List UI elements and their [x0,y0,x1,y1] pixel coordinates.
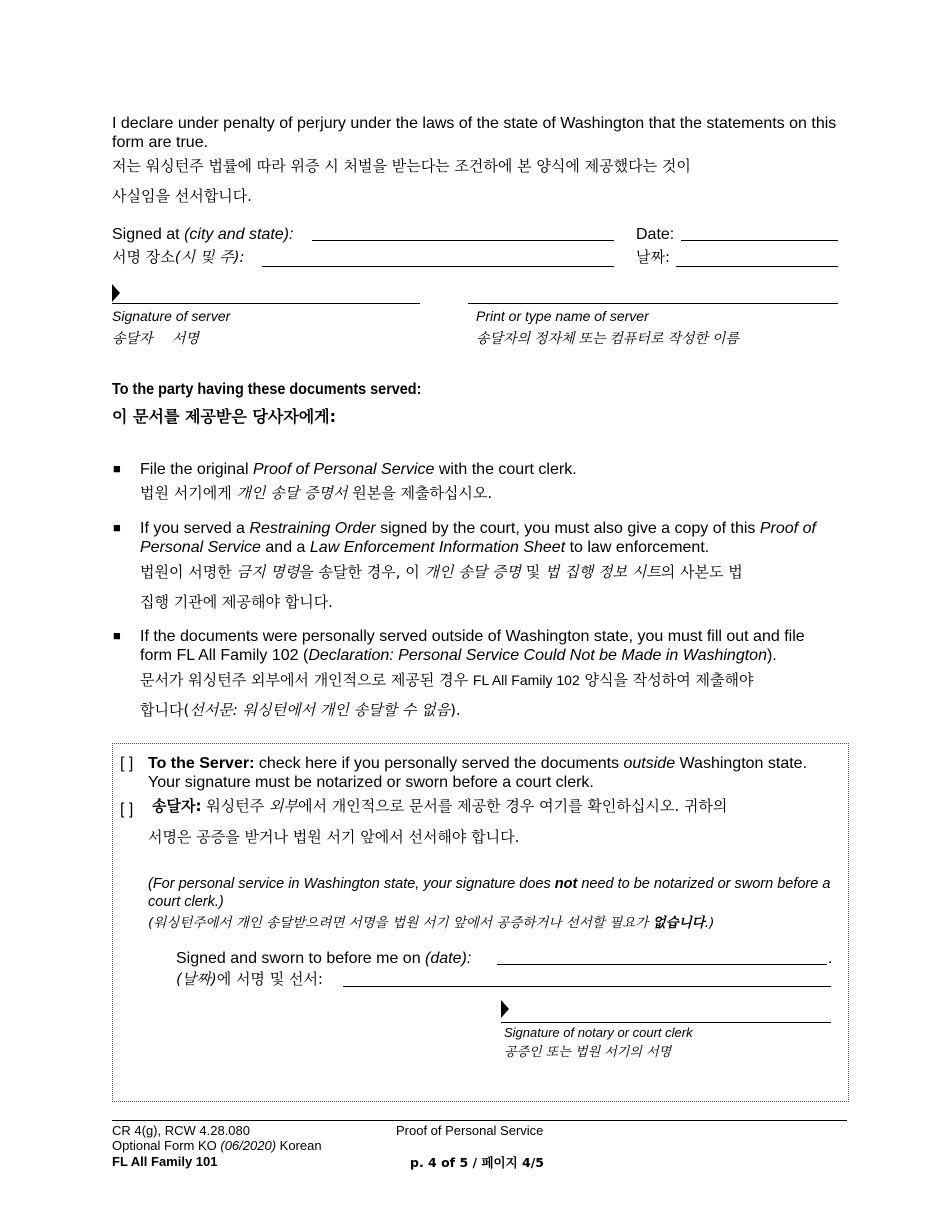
bullet-icon: ■ [113,520,121,535]
notary-signature-line[interactable] [501,1022,831,1023]
sworn-label: Signed and sworn to before me on (date): [176,950,472,967]
bullet-1-en: File the original Proof of Personal Service with the court clerk. [140,461,577,478]
note-ko: (워싱턴주에서 개인 송달받으려면 서명을 법원 서기 앞에서 공증하거나 선서할 필요가 없습니다.) [148,915,715,931]
bullet-3-en: If the documents were personally served outside of Washington state, you must fill out and file form FL All Family 102 (Declaration: Personal Service Could Not be Made in Washington). [140,628,805,664]
bullet-icon: ■ [113,628,121,643]
declaration-ko-line2: 사실임을 선서합니다. [112,187,252,205]
bullet-2-en: If you served a Restraining Order signed by the court, you must also give a copy of this Proof of Personal Service and a Law Enforcement Information Sheet to law enforcement. [140,520,816,556]
bullet-3-ko-line2: 합니다(선서문: 워싱턴에서 개인 송달할 수 없음). [140,701,461,719]
footer-form-version: Optional Form KO (06/2020) Korean [112,1138,322,1153]
sign-here-arrow-icon [501,1000,509,1018]
signed-at-label-ko: 서명 장소(시 및 주): [112,248,245,266]
bullet-1-ko: 법원 서기에게 개인 송달 증명서 원본을 제출하십시오. [140,484,493,502]
footer-form-title: Proof of Personal Service [396,1123,544,1138]
sworn-date-line-ko[interactable] [343,986,831,987]
party-heading-ko: 이 문서를 제공받은 당사자에게: [112,407,337,426]
footer-page-number: p. 4 of 5 / 페이지 4/5 [410,1155,544,1170]
checkbox-outside-wa[interactable]: [ ] [120,755,134,772]
server-box-ko-line2: 서명은 공증을 받거나 법원 서기 앞에서 선서해야 합니다. [148,828,520,846]
note-en: (For personal service in Washington state, your signature does not need to be notarized or sworn before a court clerk.) [148,876,831,910]
date-line-ko[interactable] [676,266,838,267]
server-signature-line[interactable] [112,303,420,304]
declaration-en: I declare under penalty of perjury under the laws of the state of Washington that the statements on this form are true. [112,115,837,151]
sign-here-arrow-icon [112,284,120,302]
server-name-line[interactable] [468,303,838,304]
notary-signature-label: Signature of notary or court clerk [504,1025,693,1040]
notary-signature-label-ko: 공증인 또는 법원 서기의 서명 [504,1045,672,1060]
date-label-ko: 날짜: [636,248,671,266]
server-signature-label-ko: 송달자 서명 [112,330,200,346]
declaration-ko-line1: 저는 워싱턴주 법률에 따라 위증 시 처벌을 받는다는 조건하에 본 양식에 제공했다는 것이 [112,157,691,175]
footer-citation: CR 4(g), RCW 4.28.080 [112,1123,250,1138]
period: . [828,950,833,967]
date-line[interactable] [681,240,838,241]
bullet-icon: ■ [113,461,121,476]
server-name-label-ko: 송달자의 정자체 또는 컴퓨터로 작성한 이름 [476,330,739,346]
server-name-label: Print or type name of server [476,308,649,324]
footer-form-id: FL All Family 101 [112,1154,218,1169]
signed-at-label: Signed at (city and state): [112,226,294,243]
city-state-line-ko[interactable] [262,266,614,267]
server-box-ko-line1: 송달자: 워싱턴주 외부에서 개인적으로 문서를 제공한 경우 여기를 확인하십시오. 귀하의 [152,797,728,815]
bullet-2-ko-line1: 법원이 서명한 금지 명령을 송달한 경우, 이 개인 송달 증명 및 법 집행 정보 시트의 사본도 법 [140,563,743,581]
date-label: Date: [636,226,675,243]
sworn-label-ko: (날짜)에 서명 및 선서: [176,970,323,988]
bullet-3-ko-line1: 문서가 워싱턴주 외부에서 개인적으로 제공된 경우 FL All Family 102 양식을 작성하여 제출해야 [140,671,754,689]
sworn-date-line[interactable] [497,964,827,965]
bullet-2-ko-line2: 집행 기관에 제공해야 합니다. [140,593,333,611]
party-heading: To the party having these documents served: [112,381,422,398]
checkbox-outside-wa-ko[interactable]: [ ] [120,801,134,818]
server-signature-label: Signature of server [112,308,231,324]
server-box-en: To the Server: check here if you personally served the documents outside Washington state. Your signature must be notarized or sworn before a court clerk. [148,755,808,791]
city-state-line[interactable] [312,240,614,241]
footer-rule [112,1120,847,1121]
